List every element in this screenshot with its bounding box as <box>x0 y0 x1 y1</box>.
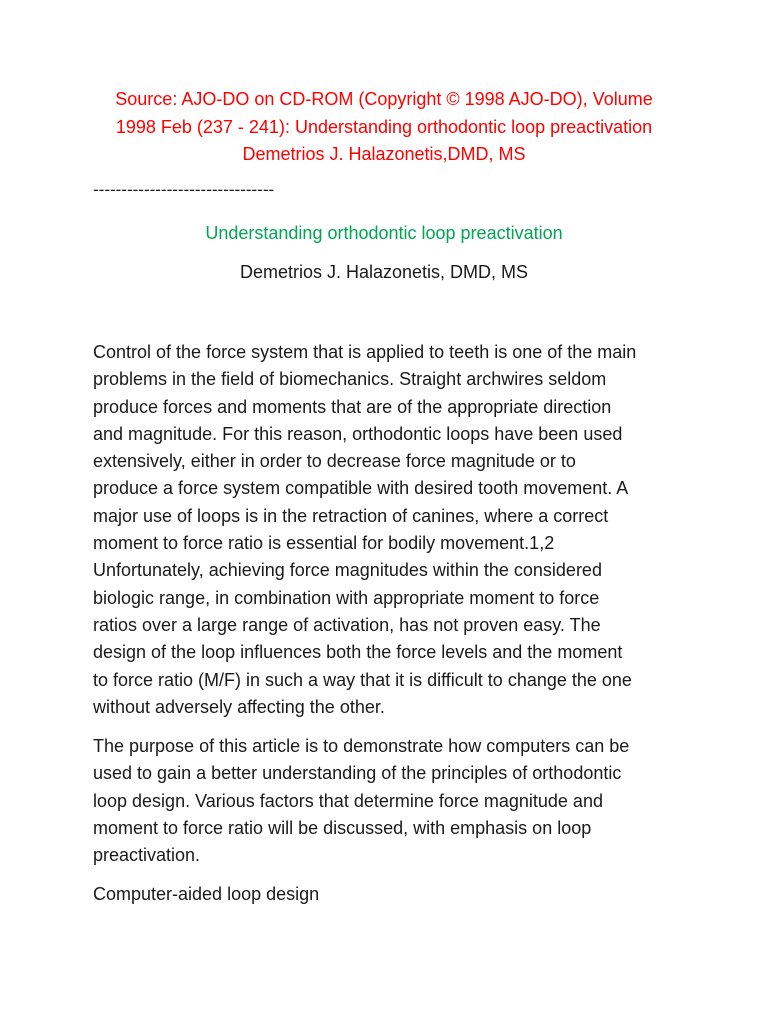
text-line: Control of the force system that is applied to teeth is one of the main <box>93 342 637 362</box>
text-line: extensively, either in order to decrease force magnitude or to <box>93 451 576 472</box>
text-line: to force ratio (M/F) in such a way that it is difficult to change the one <box>93 669 632 690</box>
source-citation <box>60 86 708 169</box>
text-line: ratios over a large range of activation, has not proven easy. The <box>93 614 601 635</box>
text-line: problems in the field of biomechanics. Straight archwires seldom <box>93 369 607 390</box>
body-paragraph-1 <box>93 339 693 721</box>
text-line: loop design. Various factors that determine force magnitude and <box>93 790 603 811</box>
separator-rule: -------------------------------- <box>93 180 275 199</box>
text-line: The purpose of this article is to demonstrate how computers can be <box>93 736 630 756</box>
text-line: without adversely affecting the other. <box>93 696 385 717</box>
source-line: Demetrios J. Halazonetis,DMD, MS <box>242 144 526 164</box>
source-line: 1998 Feb (237 - 241): Understanding orthodontic loop preactivation <box>115 116 653 137</box>
text-line: produce a force system compatible with desired tooth movement. A <box>93 478 629 499</box>
text-line: and magnitude. For this reason, orthodontic loops have been used <box>93 423 623 444</box>
article-title: Understanding orthodontic loop preactivation <box>205 223 563 243</box>
source-line: Source: AJO-DO on CD-ROM (Copyright © 1998 AJO-DO), Volume <box>115 89 653 109</box>
text-line: moment to force ratio is essential for bodily movement.1,2 <box>93 533 555 554</box>
author-byline: Demetrios J. Halazonetis, DMD, MS <box>239 262 529 282</box>
section-heading: Computer-aided loop design <box>93 884 320 904</box>
body-paragraph-2 <box>93 733 693 869</box>
text-line: major use of loops is in the retraction of canines, where a correct <box>93 505 609 526</box>
text-line: biologic range, in combination with appropriate moment to force <box>93 587 600 608</box>
text-line: used to gain a better understanding of the principles of orthodontic <box>93 763 622 784</box>
text-line: preactivation. <box>93 845 201 866</box>
text-line: produce forces and moments that are of the appropriate direction <box>93 396 612 417</box>
text-line: Unfortunately, achieving force magnitudes within the considered <box>93 560 602 581</box>
text-line: design of the loop influences both the force levels and the moment <box>93 642 623 663</box>
text-line: moment to force ratio will be discussed, with emphasis on loop <box>93 817 592 838</box>
